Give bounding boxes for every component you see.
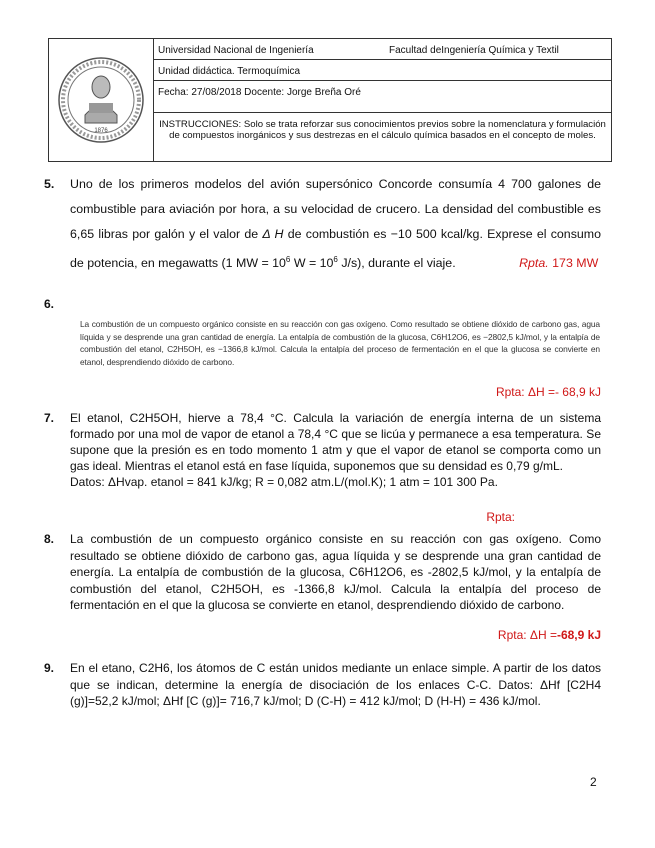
question-9 <box>44 660 601 710</box>
university-name: Universidad Nacional de Ingeniería <box>158 45 314 56</box>
question-text: de combustión es −10 500 kcal/kg. Exprese el consumo de potencia, en megawatts (1 MW = 10 <box>70 227 601 271</box>
answer-q5: Rpta. 173 MW <box>519 256 599 271</box>
question-data: Datos: ΔHvap. etanol = 841 kJ/kg; R = 0,082 atm.L/(mol.K); 1 atm = 101 300 Pa. <box>70 475 498 489</box>
page-number: 2 <box>590 775 597 789</box>
faculty-name: Facultad deIngeniería Química y Textil <box>389 45 559 56</box>
question-number: 7. <box>44 411 55 425</box>
question-text: W = 10 <box>290 256 334 271</box>
header-row-unit <box>153 60 612 81</box>
question-text: La combustión de un compuesto orgánico consiste en su reacción con gas oxígeno. Como resultado se obtiene dióxido de carbono gas, agua líquida y se desprende una gran cantidad de energía. La entalpía de combustión de la glucosa, C6H12O6, es -2802,5 kJ/mol, y la entalpía de combustión del etanol, C2H5OH, es -1366,8 kJ/mol. Calcula la entalpía del proceso de fermentación en el que la glucosa se convierte en etanol, desprendiendo dióxido de carbono. <box>70 532 601 612</box>
question-8 <box>44 531 601 614</box>
question-number: 5. <box>44 177 55 191</box>
exponent: 6 <box>333 255 338 264</box>
question-5 <box>44 172 601 276</box>
question-text: Uno de los primeros modelos del avión supersónico Concorde consumía 4 700 galones de combustible para aviación por hora, a su velocidad de crucero. La densidad del combustible es 6,65 libras por galón y el valor de <box>70 177 601 241</box>
question-number: 9. <box>44 661 55 675</box>
svg-text:1876: 1876 <box>94 128 108 134</box>
exponent: 6 <box>285 255 291 264</box>
answer-q7: Rpta: <box>486 510 515 524</box>
scanned-excerpt: La combustión de un compuesto orgánico consiste en su reacción con gas oxígeno. Como resultado se obtiene dióxido de carbono gas, agua líquida y se desprende una gran cantidad de energía. La entalpía de combustión de la glucosa, C6H12O6, es −2802,5 kJ/mol, y la entalpía de combustión del etanol, C2H5OH, es −1366,8 kJ/mol. Calcula la entalpía del proceso de fermentación en el que la glucosa se convierte en etanol, desprendiendo dióxido de carbono. <box>80 319 600 367</box>
question-7 <box>44 410 601 490</box>
unit-name: Unidad didáctica. Termoquímica <box>158 66 301 77</box>
header-table <box>48 38 612 162</box>
university-seal <box>49 39 154 162</box>
header-instructions: INSTRUCCIONES: Solo se trata reforzar sus conocimientos previos sobre la nomenclatura y formulación de compuestos inorgánicos y sus destrezas en el cálculo química basados en el concepto de moles. <box>159 119 606 141</box>
question-number: 8. <box>44 532 55 546</box>
date-teacher: Fecha: 27/08/2018 Docente: Jorge Breña Oré <box>158 87 361 98</box>
question-text: En el etano, C2H6, los átomos de C están unidos mediante un enlace simple. A partir de los datos que se indican, determine la energía de disociación de los enlaces C-C. Datos: ΔHf [C2H4 (g)]=52,2 kJ/mol; ΔHf [C (g)]= 716,7 kJ/mol; D (C-H) = 412 kJ/mol; D (H-H) = 436 kJ/mol. <box>70 661 601 708</box>
header-row-university <box>153 39 612 60</box>
question-number: 6. <box>44 297 55 311</box>
answer-q8: Rpta: ΔH =-68,9 kJ <box>497 628 601 642</box>
answer-q6: Rpta: ΔH =- 68,9 kJ <box>495 385 601 399</box>
university-seal-icon <box>49 39 153 162</box>
question-text: J/s), durante el viaje. <box>337 256 456 271</box>
question-text: El etanol, C2H5OH, hierve a 78,4 °C. Calcula la variación de energía interna de un sistema formado por una mol de vapor de etanol a 78,4 °C que se licúa y permanece a esa temperatura. Se supone que la presión es en todo momento 1 atm y que el vapor de etanol se comporta como un gas ideal. Mientras el etanol está en fase líquida, suponemos que su densidad es 0,79 g/mL. <box>70 411 601 473</box>
delta-h-symbol: Δ H <box>262 227 284 241</box>
header-row-date <box>153 81 612 113</box>
